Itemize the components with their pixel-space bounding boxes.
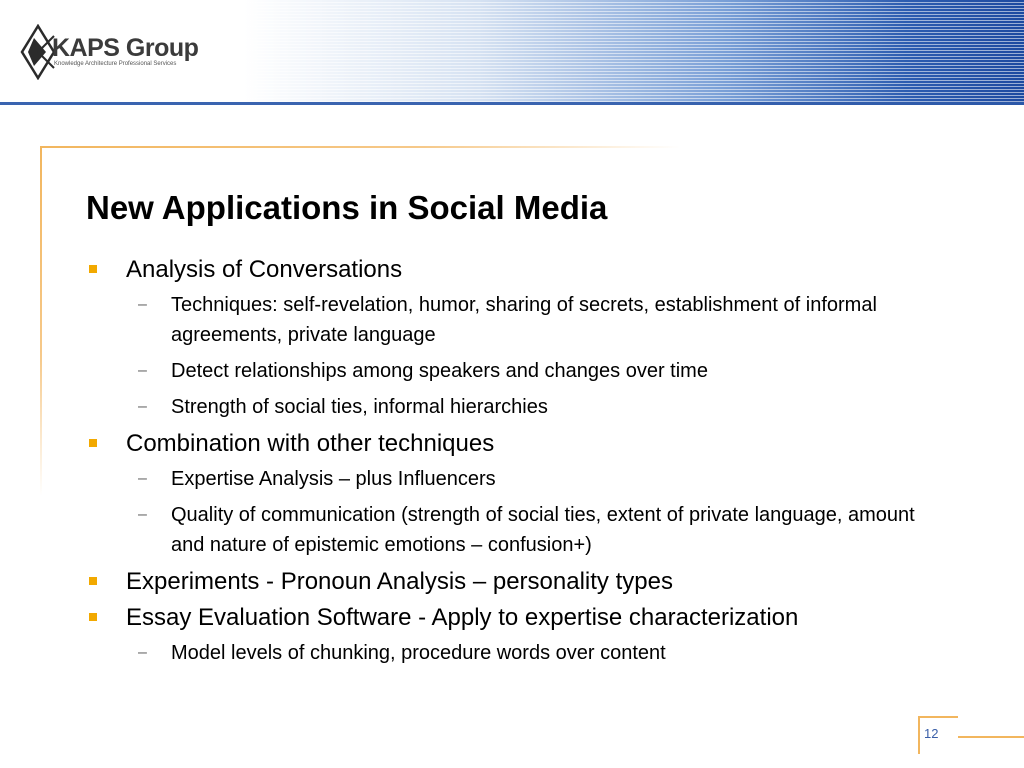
dash-bullet-icon: – xyxy=(138,470,147,487)
sub-bullet-item xyxy=(86,500,946,560)
dash-bullet-icon: – xyxy=(138,506,147,523)
sub-bullet-item xyxy=(86,638,946,668)
bullet-item xyxy=(86,428,946,460)
bullet-item xyxy=(86,566,946,598)
logo-tagline: Knowledge Architecture Professional Services xyxy=(54,61,177,67)
header-gradient-stripes xyxy=(244,0,1024,104)
sub-bullet-text: Techniques: self-revelation, humor, sharing of secrets, establishment of informal agreements, private language xyxy=(171,294,877,346)
page-number-rule xyxy=(958,736,1024,738)
bullet-item xyxy=(86,254,946,286)
bullet-text: Experiments - Pronoun Analysis – personality types xyxy=(126,568,673,595)
dash-bullet-icon: – xyxy=(138,296,147,313)
square-bullet-icon xyxy=(89,439,97,447)
sub-bullet-item xyxy=(86,356,946,386)
content-frame-top xyxy=(40,146,680,148)
dash-bullet-icon: – xyxy=(138,644,147,661)
sub-bullet-text: Model levels of chunking, procedure words over content xyxy=(171,642,666,664)
sub-bullet-item xyxy=(86,290,946,350)
dash-bullet-icon: – xyxy=(138,362,147,379)
bullet-text: Essay Evaluation Software - Apply to expertise characterization xyxy=(126,604,799,631)
bullet-text: Analysis of Conversations xyxy=(126,256,403,283)
sub-bullet-text: Expertise Analysis – plus Influencers xyxy=(171,468,496,490)
sub-bullet-text: Strength of social ties, informal hierarchies xyxy=(171,396,548,418)
header-band xyxy=(0,0,1024,106)
bullet-list xyxy=(86,254,946,674)
slide-title: New Applications in Social Media xyxy=(86,189,608,226)
square-bullet-icon xyxy=(89,613,97,621)
sub-bullet-item xyxy=(86,464,946,494)
square-bullet-icon xyxy=(89,265,97,273)
kaps-logo-icon xyxy=(20,24,56,80)
header-rule xyxy=(0,102,1024,105)
sub-bullet-text: Quality of communication (strength of social ties, extent of private language, amount and nature of epistemic emotions – confusion+) xyxy=(171,504,915,556)
page-number: 12 xyxy=(924,726,939,741)
sub-bullet-text: Detect relationships among speakers and changes over time xyxy=(171,360,708,382)
kaps-logo xyxy=(20,24,220,80)
content-frame-left xyxy=(40,146,42,496)
square-bullet-icon xyxy=(89,577,97,585)
dash-bullet-icon: – xyxy=(138,398,147,415)
logo-text: KAPS Group xyxy=(52,34,199,62)
bullet-text: Combination with other techniques xyxy=(126,430,495,457)
bullet-item xyxy=(86,602,946,634)
sub-bullet-item xyxy=(86,392,946,422)
